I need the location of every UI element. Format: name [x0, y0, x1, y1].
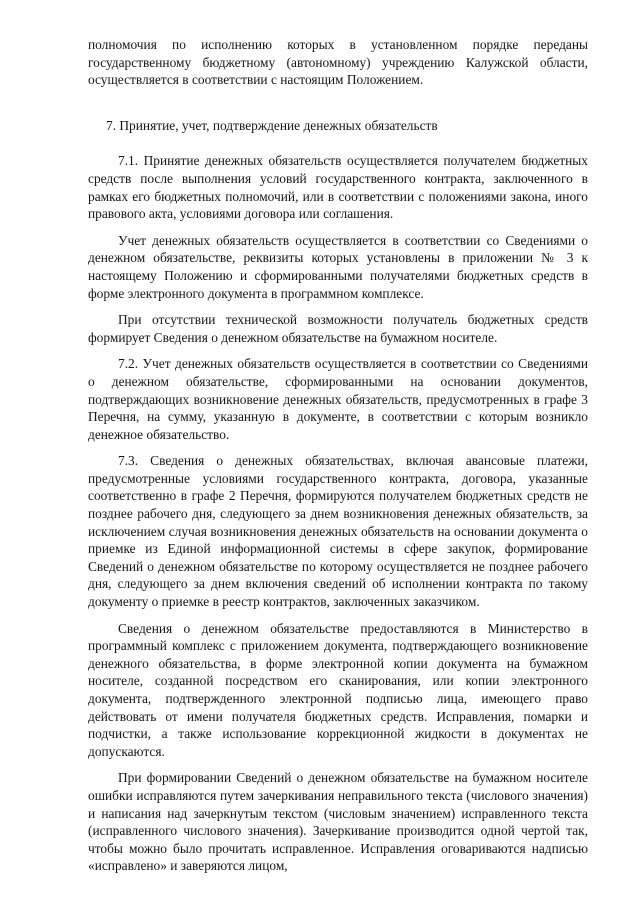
paragraph-paper-corrections: При формировании Сведений о денежном обязательстве на бумажном носителе ошибки исправляются путем зачеркивания неправильного текста (числового значения) и написания над зачеркнутым текстом (числовым значением) исправленного текста (исправленного числового значения). Зачеркивание производится одной чертой так, чтобы можно было прочитать исправленное. Исправления оговариваются надписью «исправлено» и заверяются лицом, — [88, 770, 588, 874]
paragraph-7-2: 7.2. Учет денежных обязательств осуществляется в соответствии со Сведениями о денежном обязательстве, сформированными на основании документов, подтверждающих возникновение денежных обязательств, предусмотренных в графе 3 Перечня, на сумму, указанную в документе, в соответствии с которым возникло денежное обязательство. — [88, 356, 588, 442]
document-body — [88, 36, 588, 884]
paragraph-submission: Сведения о денежном обязательстве предоставляются в Министерство в программный комплекс с приложением документа, подтверждающего возникновение денежного обязательства, в форме электронной копии документа на бумажном носителе, созданной посредством его сканирования, или копии электронного документа, подтвержденного электронной подписью лица, имеющего право действовать от имени получателя бюджетных средств. Исправления, помарки и подчистки, а также использование коррекционной жидкости в документах не допускаются. — [88, 620, 588, 759]
paragraph-no-technical-possibility: При отсутствии технической возможности получатель бюджетных средств формирует Сведения о денежном обязательстве на бумажном носителе. — [88, 312, 588, 345]
intro-paragraph: полномочия по исполнению которых в установленном порядке переданы государственному бюджетному (автономному) учреждению Калужской области, осуществляется в соответствии с настоящим Положением. — [88, 37, 588, 88]
section-heading: 7. Принятие, учет, подтверждение денежных обязательств — [106, 117, 438, 133]
paragraph-7-3: 7.3. Сведения о денежных обязательствах, включая авансовые платежи, предусмотренные условиями государственного контракта, договора, указанные соответственно в графе 2 Перечня, формируются получателем бюджетных средств не позднее рабочего дня, следующего за днем возникновения денежных обязательств, за исключением случая возникновения денежных обязательств на основании документа о приемке из Единой информационной системы в сфере закупок, формирование Сведений о денежном обязательстве по которому осуществляется не позднее рабочего дня, следующего за днем включения сведений об исполнении контракта по такому документу о приемке в реестр контрактов, заключенных заказчиком. — [88, 453, 588, 610]
paragraph-7-1: 7.1. Принятие денежных обязательств осуществляется получателем бюджетных средств после выполнения условий государственного контракта, заключенного в рамках его бюджетных полномочий, или в соответствии с положениями закона, иного правового акта, условиями договора или соглашения. — [88, 153, 588, 222]
paragraph-accounting: Учет денежных обязательств осуществляется в соответствии со Сведениями о денежном обязательстве, реквизиты которых установлены в приложении № 3 к настоящему Положению и сформированными получателями бюджетных средств в форме электронного документа в программном комплексе. — [88, 232, 588, 301]
